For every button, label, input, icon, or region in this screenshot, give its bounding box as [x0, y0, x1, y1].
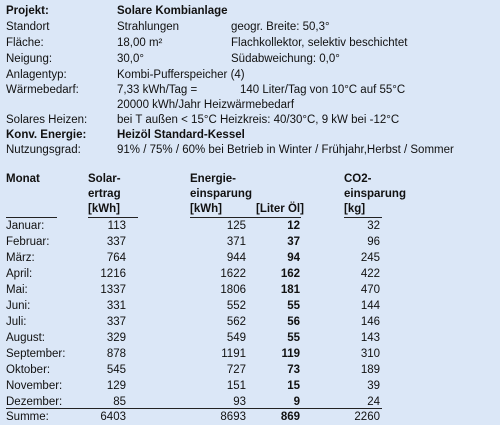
flaeche-label: Fläche: [6, 37, 44, 49]
cell-liter: 56 [287, 316, 300, 328]
anlagentyp-label: Anlagentyp: [6, 69, 67, 81]
cell-co2: 470 [360, 284, 380, 296]
cell-liter: 162 [280, 268, 300, 280]
summe-energie: 8693 [220, 411, 246, 423]
col-header-co2-unit: [kg] [344, 203, 366, 215]
cell-solar: 329 [106, 332, 126, 344]
projekt-label: Projekt: [6, 5, 49, 17]
standort-value: Strahlungen [117, 21, 180, 33]
anlagentyp-value: Kombi-Pufferspeicher (4) [117, 69, 245, 81]
cell-solar: 545 [106, 364, 126, 376]
solares-heizen-value: bei T außen < 15°C Heizkreis: 40/30°C, 9 kW bei -12°C [117, 114, 400, 126]
cell-solar: 337 [106, 316, 126, 328]
nutzungsgrad-label: Nutzungsgrad: [6, 144, 81, 156]
header-underline-energie [190, 217, 301, 218]
cell-liter: 94 [287, 252, 300, 264]
neigung-value: 30,0° [117, 53, 144, 65]
projekt-value: Solare Kombianlage [117, 5, 228, 17]
neigung-label: Neigung: [6, 53, 53, 65]
col-header-energie-line1: Energie- [190, 173, 237, 185]
cell-co2: 310 [360, 348, 380, 360]
cell-solar: 764 [106, 252, 126, 264]
col-header-monat: Monat [6, 173, 40, 185]
summe-label: Summe: [6, 411, 49, 423]
cell-solar: 337 [106, 236, 126, 248]
cell-energie: 1191 [221, 348, 246, 360]
waermebedarf-extra: 140 Liter/Tag von 10°C auf 55°C [240, 84, 406, 96]
cell-liter: 37 [287, 236, 300, 248]
cell-monat: Februar: [6, 236, 50, 248]
col-header-solar-unit: [kWh] [88, 203, 120, 215]
cell-solar: 85 [113, 396, 126, 408]
col-header-energie-unit: [kWh] [190, 203, 222, 215]
cell-energie: 125 [226, 220, 246, 232]
col-header-co2-line1: CO2- [344, 173, 372, 185]
cell-liter: 119 [281, 348, 300, 360]
cell-liter: 55 [287, 332, 300, 344]
cell-energie: 549 [226, 332, 246, 344]
cell-monat: April: [6, 268, 33, 280]
cell-solar: 129 [106, 380, 126, 392]
nutzungsgrad-value: 91% / 75% / 60% bei Betrieb in Winter / Frühjahr,Herbst / Sommer [117, 144, 454, 156]
neigung-extra: Südabweichung: 0,0° [231, 53, 340, 65]
cell-monat: Juni: [6, 300, 31, 312]
cell-monat: September: [6, 348, 66, 360]
cell-co2: 189 [360, 364, 380, 376]
cell-energie: 93 [233, 396, 246, 408]
col-header-liter-unit: [Liter Öl] [256, 203, 304, 215]
col-header-energie-line2: einsparung [190, 188, 252, 200]
cell-co2: 143 [360, 332, 380, 344]
cell-solar: 1337 [100, 284, 126, 296]
waermebedarf-line2: 20000 kWh/Jahr Heizwärmebedarf [117, 99, 295, 111]
konv-energie-label: Konv. Energie: [6, 129, 87, 141]
cell-liter: 15 [287, 380, 300, 392]
konv-energie-value: Heizöl Standard-Kessel [117, 129, 245, 141]
standort-label: Standort [6, 21, 50, 33]
standort-extra: geogr. Breite: 50,3° [231, 21, 330, 33]
cell-solar: 878 [106, 348, 126, 360]
cell-solar: 331 [106, 300, 126, 312]
cell-energie: 944 [226, 252, 246, 264]
cell-liter: 73 [287, 364, 300, 376]
cell-monat: Mai: [6, 284, 28, 296]
cell-solar: 113 [107, 220, 126, 232]
cell-energie: 552 [226, 300, 246, 312]
header-underline-co2 [344, 217, 382, 218]
cell-liter: 9 [293, 396, 300, 408]
summe-divider [6, 408, 382, 409]
header-underline-monat [6, 217, 57, 218]
cell-co2: 245 [360, 252, 380, 264]
cell-liter: 181 [280, 284, 300, 296]
cell-monat: Juli: [6, 316, 27, 328]
cell-co2: 32 [367, 220, 380, 232]
waermebedarf-label: Wärmebedarf: [6, 84, 79, 96]
cell-co2: 24 [367, 396, 380, 408]
cell-energie: 1806 [220, 284, 246, 296]
cell-solar: 1216 [100, 268, 126, 280]
cell-monat: Januar: [6, 220, 45, 232]
cell-monat: Dezember: [6, 396, 63, 408]
cell-monat: Oktober: [6, 364, 51, 376]
summe-co2: 2260 [354, 411, 380, 423]
summe-solar: 6403 [100, 411, 126, 423]
cell-energie: 151 [226, 380, 246, 392]
cell-liter: 12 [287, 220, 300, 232]
cell-energie: 371 [226, 236, 246, 248]
cell-liter: 55 [287, 300, 300, 312]
cell-monat: März: [6, 252, 35, 264]
col-header-solar-line1: Solar- [88, 173, 121, 185]
cell-monat: August: [6, 332, 45, 344]
cell-energie: 1622 [220, 268, 246, 280]
col-header-co2-line2: einsparung [344, 188, 406, 200]
summe-liter: 869 [280, 411, 300, 423]
cell-co2: 146 [360, 316, 380, 328]
waermebedarf-value: 7,33 kWh/Tag = [117, 84, 198, 96]
cell-co2: 422 [360, 268, 380, 280]
cell-energie: 562 [226, 316, 246, 328]
cell-energie: 727 [226, 364, 246, 376]
cell-co2: 96 [367, 236, 380, 248]
solares-heizen-label: Solares Heizen: [6, 114, 88, 126]
col-header-solar-line2: ertrag [88, 188, 121, 200]
header-underline-solar [88, 217, 138, 218]
flaeche-extra: Flachkollektor, selektiv beschichtet [231, 37, 408, 49]
cell-co2: 39 [367, 380, 380, 392]
cell-co2: 144 [360, 300, 380, 312]
cell-monat: November: [6, 380, 63, 392]
flaeche-value: 18,00 m² [117, 37, 163, 49]
